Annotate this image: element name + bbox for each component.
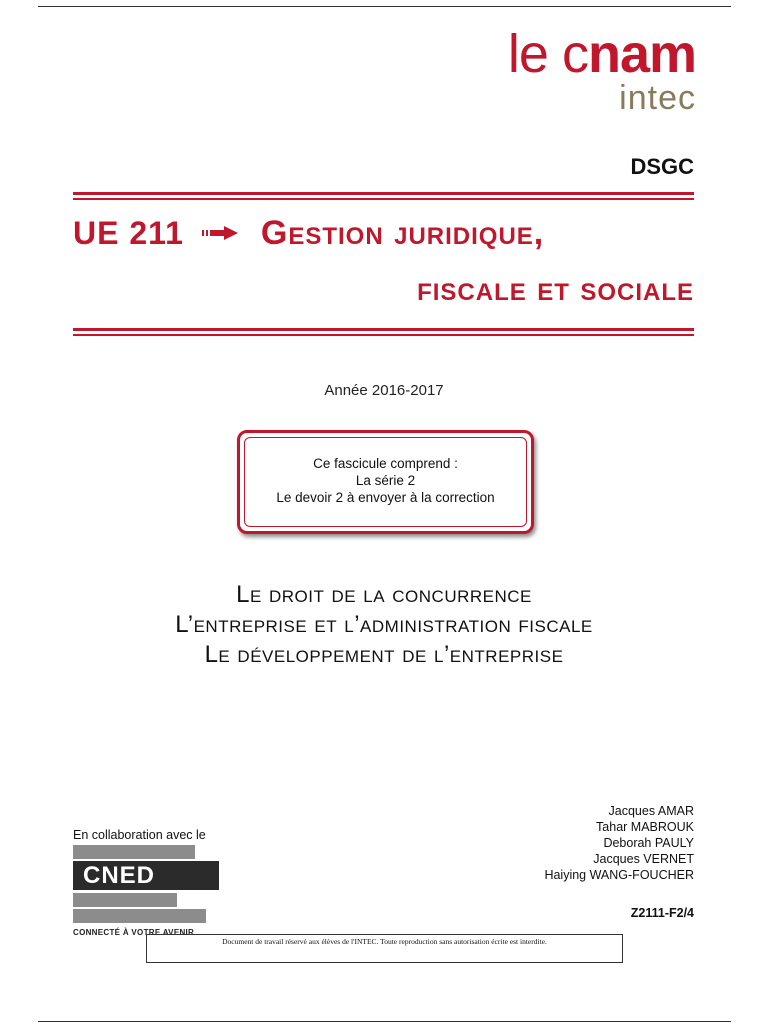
cned-logo-bar [73,845,195,859]
document-reference: Z2111-F2/4 [630,906,694,920]
author-name: Deborah PAULY [603,836,694,850]
contents-box [237,430,534,534]
top-rule [38,6,731,7]
program-label: DSGC [630,154,694,179]
ue-title-line1 [73,214,544,253]
contents-line: Le devoir 2 à envoyer à la correction [276,490,495,505]
contents-heading: Ce fascicule comprend : [313,456,458,471]
cned-logo-bar [73,893,177,907]
author-name: Tahar MABROUK [596,820,694,834]
cned-logo-bar [73,909,206,923]
subject-title: Le développement de l’entreprise [204,641,564,668]
subject-title: L’entreprise et l’administration fiscale [175,611,593,638]
ue-title-line2: fiscale et sociale [417,270,694,308]
bottom-rule [38,1021,731,1022]
cned-tagline: CONNECTÉ À VOTRE AVENIR [73,928,195,937]
author-name: Jacques AMAR [608,804,694,818]
subjects-list [0,580,768,670]
copyright-text: Document de travail réservé aux élèves de l'INTEC. Toute reproduction sans autorisation écrite est interdite. [222,937,547,946]
cnam-intec-logo: le cnam intec [507,24,696,117]
authors-list [544,803,694,883]
ue-code: UE 211 [73,215,184,251]
ue-title-main: Gestion juridique, [260,214,545,252]
title-bottom-rule [73,328,694,336]
arrow-icon [202,226,238,245]
copyright-notice [146,934,623,963]
title-top-rule [73,192,694,200]
subject-title: Le droit de la concurrence [236,581,532,608]
collaboration-label: En collaboration avec le [73,828,206,842]
academic-year: Année 2016-2017 [324,382,444,399]
author-name: Jacques VERNET [593,852,694,866]
cned-logo: CNED [73,861,219,890]
author-name: Haiying WANG-FOUCHER [544,868,694,882]
contents-line: La série 2 [355,473,416,488]
